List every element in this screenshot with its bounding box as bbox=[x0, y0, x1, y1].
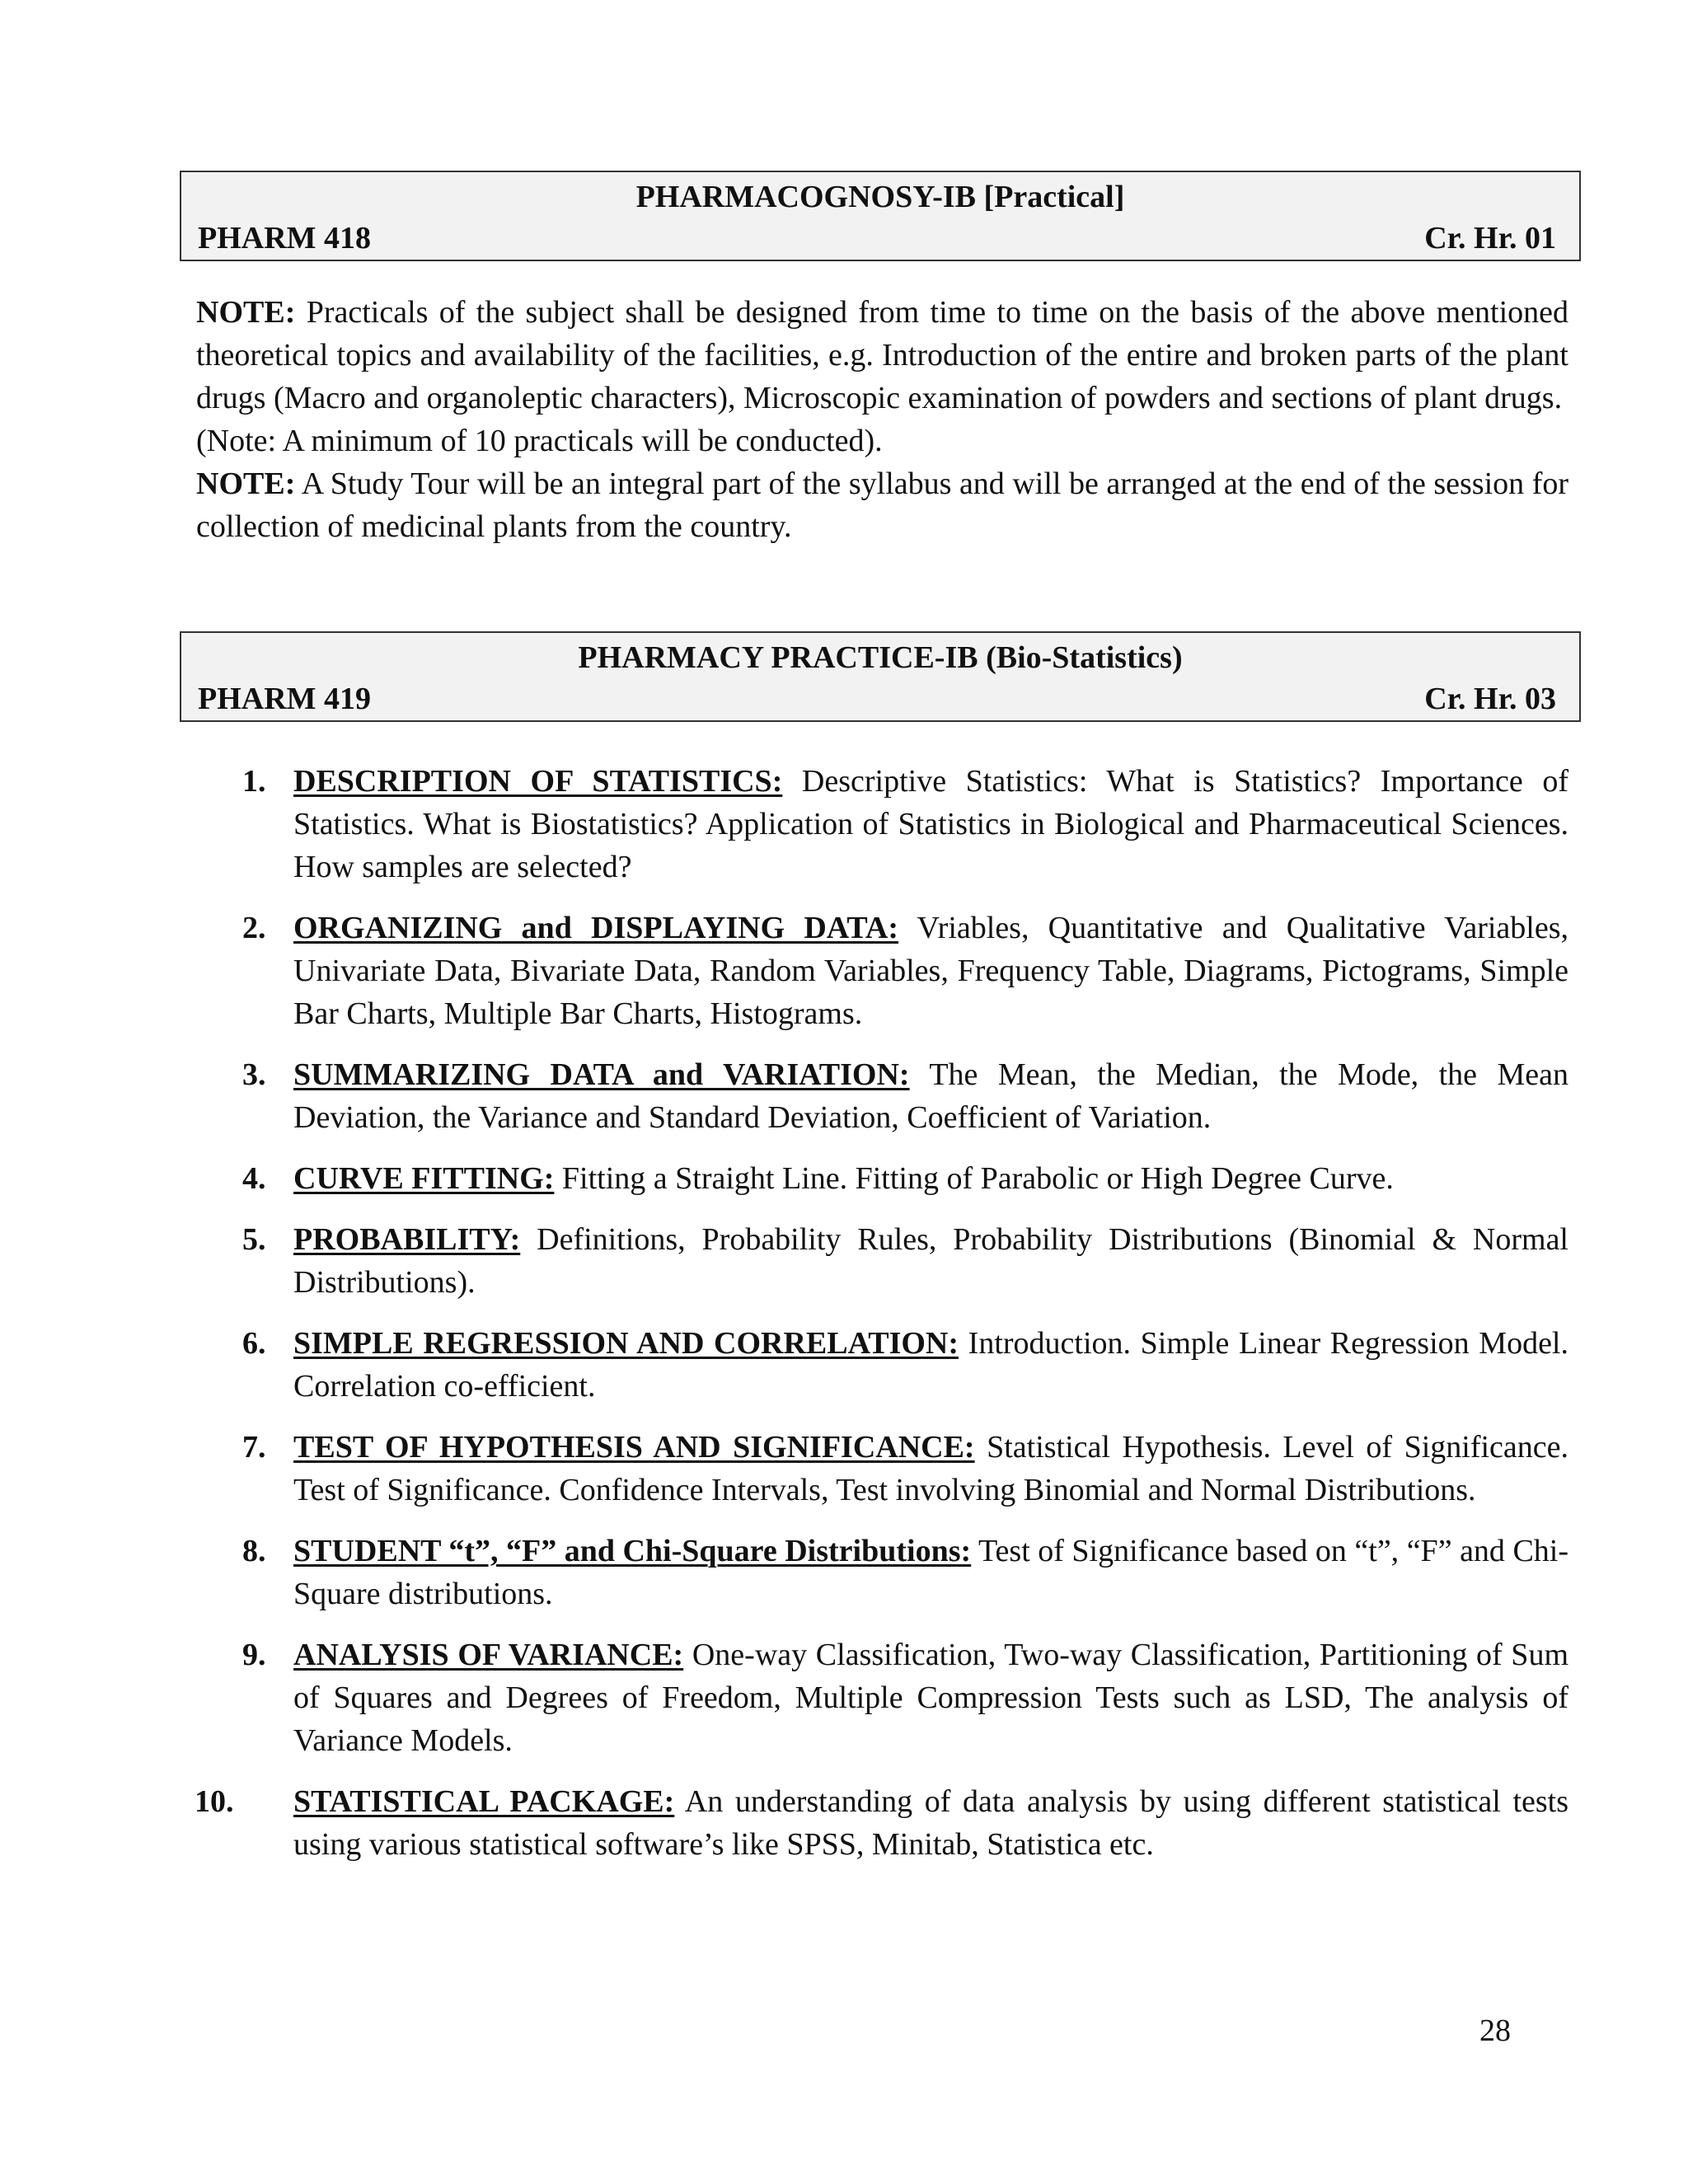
topic-item bbox=[196, 760, 1568, 888]
topic-description: Vriables, Quantitative and Qualitative Variables, Univariate Data, Bivariate Data, Random Variables, Frequency Table, Diagrams, Pictograms, Simple Bar Charts, Multiple Bar Charts, Histograms. bbox=[293, 911, 1568, 1031]
topic-description: Fitting a Straight Line. Fitting of Parabolic or High Degree Curve. bbox=[554, 1161, 1394, 1196]
course-credit-hours: Cr. Hr. 03 bbox=[1424, 682, 1556, 716]
practical-notes bbox=[196, 291, 1568, 548]
topic-item bbox=[196, 1053, 1568, 1139]
course-title: PHARMACY PRACTICE-IB (Bio-Statistics) bbox=[578, 640, 1183, 675]
topic-heading: STUDENT “t”, “F” and Chi-Square Distributions: bbox=[293, 1534, 972, 1568]
topic-number: 10. bbox=[195, 1784, 234, 1819]
topic-item bbox=[196, 1157, 1568, 1200]
topic-heading: DESCRIPTION OF STATISTICS: bbox=[293, 764, 783, 799]
topic-description: The Mean, the Median, the Mode, the Mean Deviation, the Variance and Standard Deviation, Coefficient of Variation. bbox=[293, 1057, 1569, 1135]
course-code: PHARM 419 bbox=[198, 682, 372, 716]
topic-description: An understanding of data analysis by using different statistical tests using various statistical software’s like SPSS, Minitab, Statistica etc. bbox=[293, 1784, 1568, 1862]
topic-item bbox=[196, 1218, 1568, 1304]
topic-description: Statistical Hypothesis. Level of Significance. Test of Significance. Confidence Intervals, Test involving Binomial and Normal Distributions. bbox=[293, 1430, 1568, 1507]
topic-number: 3. bbox=[242, 1057, 266, 1092]
topic-item bbox=[196, 1633, 1568, 1762]
topic-heading: SIMPLE REGRESSION AND CORRELATION: bbox=[293, 1326, 959, 1361]
topic-item bbox=[196, 907, 1568, 1035]
topic-description: Descriptive Statistics: What is Statistics? Importance of Statistics. What is Biostatistics? Application of Statistics in Biological and Pharmaceutical Sciences. How samples are selected? bbox=[293, 764, 1569, 884]
topic-item bbox=[196, 1530, 1568, 1615]
topic-heading: ANALYSIS OF VARIANCE: bbox=[293, 1638, 684, 1672]
topic-number: 6. bbox=[242, 1326, 266, 1361]
topic-description: One-way Classification, Two-way Classification, Partitioning of Sum of Squares and Degrees of Freedom, Multiple Compression Tests such as LSD, The analysis of Variance Models. bbox=[293, 1638, 1568, 1758]
note-text: A Study Tour will be an integral part of the syllabus and will be arranged at the end of the session for collection of medicinal plants from the country. bbox=[196, 466, 1568, 544]
topic-number: 8. bbox=[242, 1534, 266, 1568]
minimum-practicals-note: (Note: A minimum of 10 practicals will be conducted). bbox=[196, 424, 883, 458]
topic-heading: STATISTICAL PACKAGE: bbox=[293, 1784, 675, 1819]
note-paragraph bbox=[196, 291, 1568, 419]
topic-heading: PROBABILITY: bbox=[293, 1222, 521, 1257]
topic-description: Definitions, Probability Rules, Probability Distributions (Binomial & Normal Distributions). bbox=[293, 1222, 1568, 1300]
topic-number: 4. bbox=[242, 1161, 266, 1196]
course-title: PHARMACOGNOSY-IB [Practical] bbox=[635, 180, 1125, 214]
topic-heading: TEST OF HYPOTHESIS AND SIGNIFICANCE: bbox=[293, 1430, 975, 1465]
topic-number: 9. bbox=[242, 1638, 266, 1672]
topic-heading: CURVE FITTING: bbox=[293, 1161, 555, 1196]
course-header-pharm-419 bbox=[180, 631, 1581, 722]
topic-number: 2. bbox=[242, 911, 266, 945]
course-code: PHARM 418 bbox=[198, 221, 372, 255]
topic-heading: ORGANIZING and DISPLAYING DATA: bbox=[293, 911, 899, 945]
topic-item bbox=[196, 1426, 1568, 1511]
topic-description: Test of Significance based on “t”, “F” and Chi-Square distributions. bbox=[293, 1534, 1569, 1611]
topic-number: 1. bbox=[242, 764, 266, 799]
course-header-pharm-418 bbox=[180, 171, 1581, 261]
page-number: 28 bbox=[1479, 2013, 1511, 2048]
note-text: Practicals of the subject shall be designed from time to time on the basis of the above mentioned theoretical topics and availability of the facilities, e.g. Introduction of the entire and broken parts of the plant drugs (Macro and organoleptic characters), Microscopic examination of powders and sections of plant drugs. bbox=[196, 295, 1568, 415]
topic-description: Introduction. Simple Linear Regression Model. Correlation co-efficient. bbox=[293, 1326, 1568, 1404]
topic-heading: SUMMARIZING DATA and VARIATION: bbox=[293, 1057, 910, 1092]
note-label: NOTE: bbox=[196, 466, 296, 501]
topic-number: 7. bbox=[242, 1430, 266, 1465]
note-label: NOTE: bbox=[196, 295, 296, 330]
topic-item bbox=[196, 1322, 1568, 1408]
topic-list bbox=[196, 760, 1568, 1884]
topic-number: 5. bbox=[242, 1222, 266, 1257]
course-credit-hours: Cr. Hr. 01 bbox=[1424, 221, 1556, 255]
topic-item bbox=[196, 1780, 1568, 1866]
study-tour-note bbox=[196, 462, 1568, 548]
